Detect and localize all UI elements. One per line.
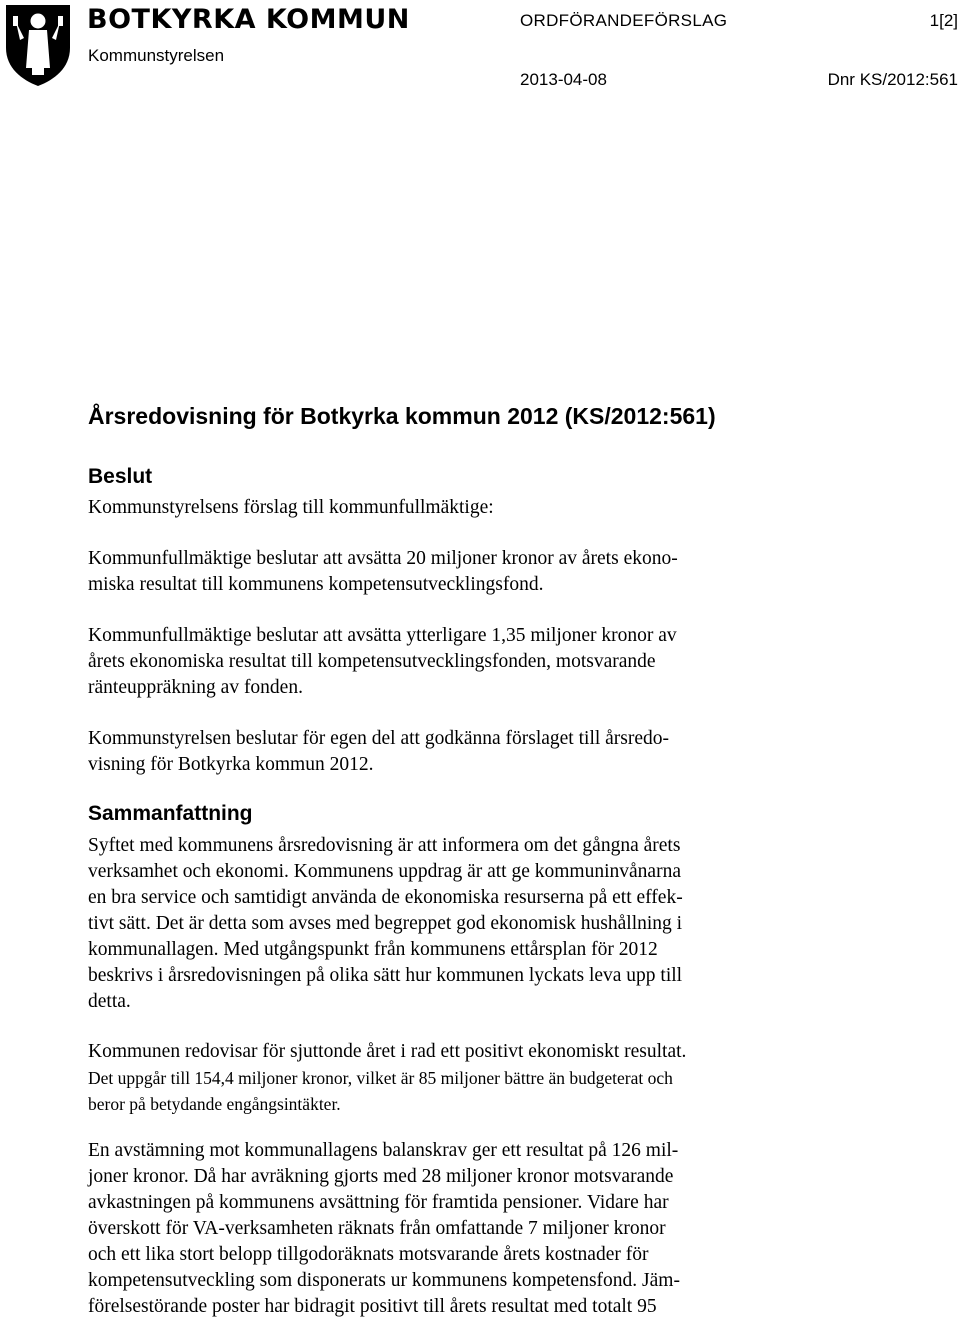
text-line: detta. (88, 991, 131, 1012)
text-line: Syftet med kommunens årsredovisning är att informera om det gångna årets (88, 835, 681, 856)
organization-name: BOTKYRKA KOMMUN (87, 4, 410, 35)
beslut-paragraph-2 (88, 623, 813, 701)
document-type: ORDFÖRANDEFÖRSLAG (520, 11, 728, 30)
text-line: och ett lika stort belopp tillgodoräknats motsvarande årets kostnader för (88, 1244, 649, 1265)
text-line: beror på betydande engångsintäkter. (88, 1094, 341, 1114)
text-line: tivt sätt. Det är detta som avses med begreppet god ekonomisk hushållning i (88, 913, 683, 934)
document-title: Årsredovisning för Botkyrka kommun 2012 (KS/2012:561) (88, 403, 716, 429)
beslut-intro (88, 495, 813, 521)
text-line: avkastningen på kommunens avsättning för framtida pensioner. Vidare har (88, 1192, 669, 1213)
section-heading-beslut: Beslut (88, 465, 153, 488)
text-line: miska resultat till kommunens kompetensutvecklingsfond. (88, 574, 544, 595)
registration-number: Dnr KS/2012:561 (827, 70, 958, 89)
beslut-paragraph-3 (88, 726, 813, 778)
page-number: 1[2] (929, 11, 958, 30)
text-line: joner kronor. Då har avräkning gjorts med 28 miljoner kronor motsvarande (88, 1166, 674, 1187)
text-line: förelsestörande poster har bidragit positivt till årets resultat med totalt 95 (88, 1296, 657, 1317)
text-line: verksamhet och ekonomi. Kommunens uppdrag är att ge kommuninvånarna (88, 861, 681, 882)
text-line: Kommunfullmäktige beslutar att avsätta ytterligare 1,35 miljoner kronor av (88, 625, 677, 646)
text-line: Det uppgår till 154,4 miljoner kronor, vilket är 85 miljoner bättre än budgeterat och (88, 1068, 673, 1088)
sammanfattning-paragraph-1 (88, 833, 813, 1015)
municipal-crest-logo (2, 2, 74, 88)
section-heading-sammanfattning: Sammanfattning (88, 802, 253, 825)
sammanfattning-paragraph-2 (88, 1039, 813, 1065)
text-line: En avstämning mot kommunallagens balanskrav ger ett resultat på 126 mil- (88, 1140, 679, 1161)
text-line: ränteuppräkning av fonden. (88, 677, 303, 698)
document-date: 2013-04-08 (520, 70, 607, 89)
text-line: Kommunstyrelsen beslutar för egen del att godkänna förslaget till årsredo- (88, 728, 670, 749)
text-line: Kommunstyrelsens förslag till kommunfullmäktige: (88, 497, 494, 518)
sammanfattning-paragraph-3 (88, 1138, 813, 1320)
text-line: Kommunen redovisar för sjuttonde året i rad ett positivt ekonomiskt resultat. (88, 1041, 687, 1062)
text-line: beskrivs i årsredovisningen på olika sätt hur kommunen lyckats leva upp till (88, 965, 683, 986)
text-line: årets ekonomiska resultat till kompetensutvecklingsfonden, motsvarande (88, 651, 656, 672)
sammanfattning-paragraph-2-continued (88, 1065, 813, 1117)
text-line: en bra service och samtidigt använda de ekonomiska resurserna på ett effek- (88, 887, 683, 908)
text-line: överskott för VA-verksamheten räknats från omfattande 7 miljoner kronor (88, 1218, 666, 1239)
organization-department: Kommunstyrelsen (88, 46, 225, 65)
text-line: Kommunfullmäktige beslutar att avsätta 20 miljoner kronor av årets ekono- (88, 548, 678, 569)
text-line: visning för Botkyrka kommun 2012. (88, 754, 374, 775)
text-line: kompetensutveckling som disponerats ur kommunens kompetensfond. Jäm- (88, 1270, 680, 1291)
beslut-paragraph-1 (88, 546, 813, 598)
text-line: kommunallagen. Med utgångspunkt från kommunens ettårsplan för 2012 (88, 939, 658, 960)
